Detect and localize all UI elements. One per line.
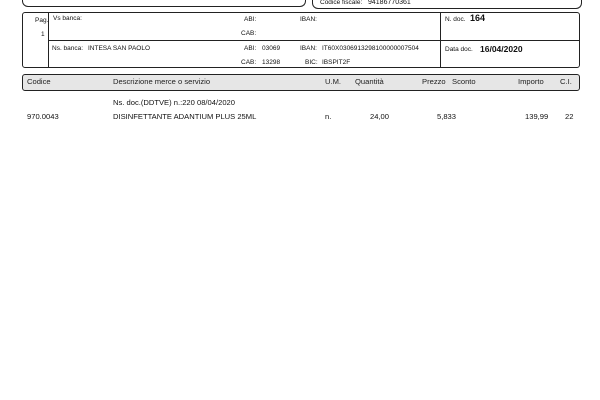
iban-label-1: IBAN: bbox=[300, 16, 317, 23]
col-header-um: U.M. bbox=[325, 77, 342, 86]
cab-label-2: CAB: bbox=[241, 59, 257, 66]
reference-line: Ns. doc.(DDTVE) n.:220 08/04/2020 bbox=[113, 98, 235, 107]
ns-banca-value: INTESA SAN PAOLO bbox=[88, 45, 151, 52]
col-header-prezzo: Prezzo bbox=[422, 77, 446, 86]
bic-value: IBSPIT2F bbox=[322, 59, 351, 66]
col-header-quantita: Quantità bbox=[355, 77, 384, 86]
iban-value-2: IT60X0306913298100000007504 bbox=[322, 45, 419, 52]
data-doc-value: 16/04/2020 bbox=[480, 44, 523, 54]
col-header-ci: C.I. bbox=[560, 77, 572, 86]
col-header-importo: Importo bbox=[518, 77, 544, 86]
cell-codice: 970.0043 bbox=[27, 112, 59, 121]
cab-label-1: CAB: bbox=[241, 30, 257, 37]
ndoc-value: 164 bbox=[470, 13, 486, 23]
abi-label-2: ABI: bbox=[244, 45, 257, 52]
iban-label-2: IBAN: bbox=[300, 45, 317, 52]
bic-label: BIC: bbox=[305, 59, 318, 66]
cell-ci: 22 bbox=[565, 112, 574, 121]
cell-descrizione: DISINFETTANTE ADANTIUM PLUS 25ML bbox=[113, 112, 257, 121]
abi-value-2: 03069 bbox=[262, 45, 281, 52]
ndoc-label: N. doc. bbox=[445, 16, 466, 23]
table-header-bar bbox=[22, 74, 580, 91]
vs-banca-label: Vs banca: bbox=[53, 15, 82, 22]
cell-importo: 139,99 bbox=[525, 112, 549, 121]
left-top-box bbox=[22, 0, 306, 7]
data-doc-label: Data doc. bbox=[445, 46, 473, 53]
col-header-sconto: Sconto bbox=[452, 77, 476, 86]
ns-banca-label: Ns. banca: bbox=[52, 45, 84, 52]
col-header-codice: Codice bbox=[27, 77, 51, 86]
codice-fiscale-value: 94186770361 bbox=[368, 0, 411, 6]
cell-um: n. bbox=[325, 112, 332, 121]
cell-prezzo: 5,833 bbox=[437, 112, 457, 121]
abi-label-1: ABI: bbox=[244, 16, 257, 23]
cab-value-2: 13298 bbox=[262, 59, 281, 66]
codice-fiscale-label: Codice fiscale: bbox=[320, 0, 363, 6]
col-header-descrizione: Descrizione merce o servizio bbox=[113, 77, 211, 86]
pag-label: Pag. bbox=[35, 17, 49, 24]
cell-quantita: 24,00 bbox=[370, 112, 390, 121]
pag-value: 1 bbox=[41, 31, 45, 38]
